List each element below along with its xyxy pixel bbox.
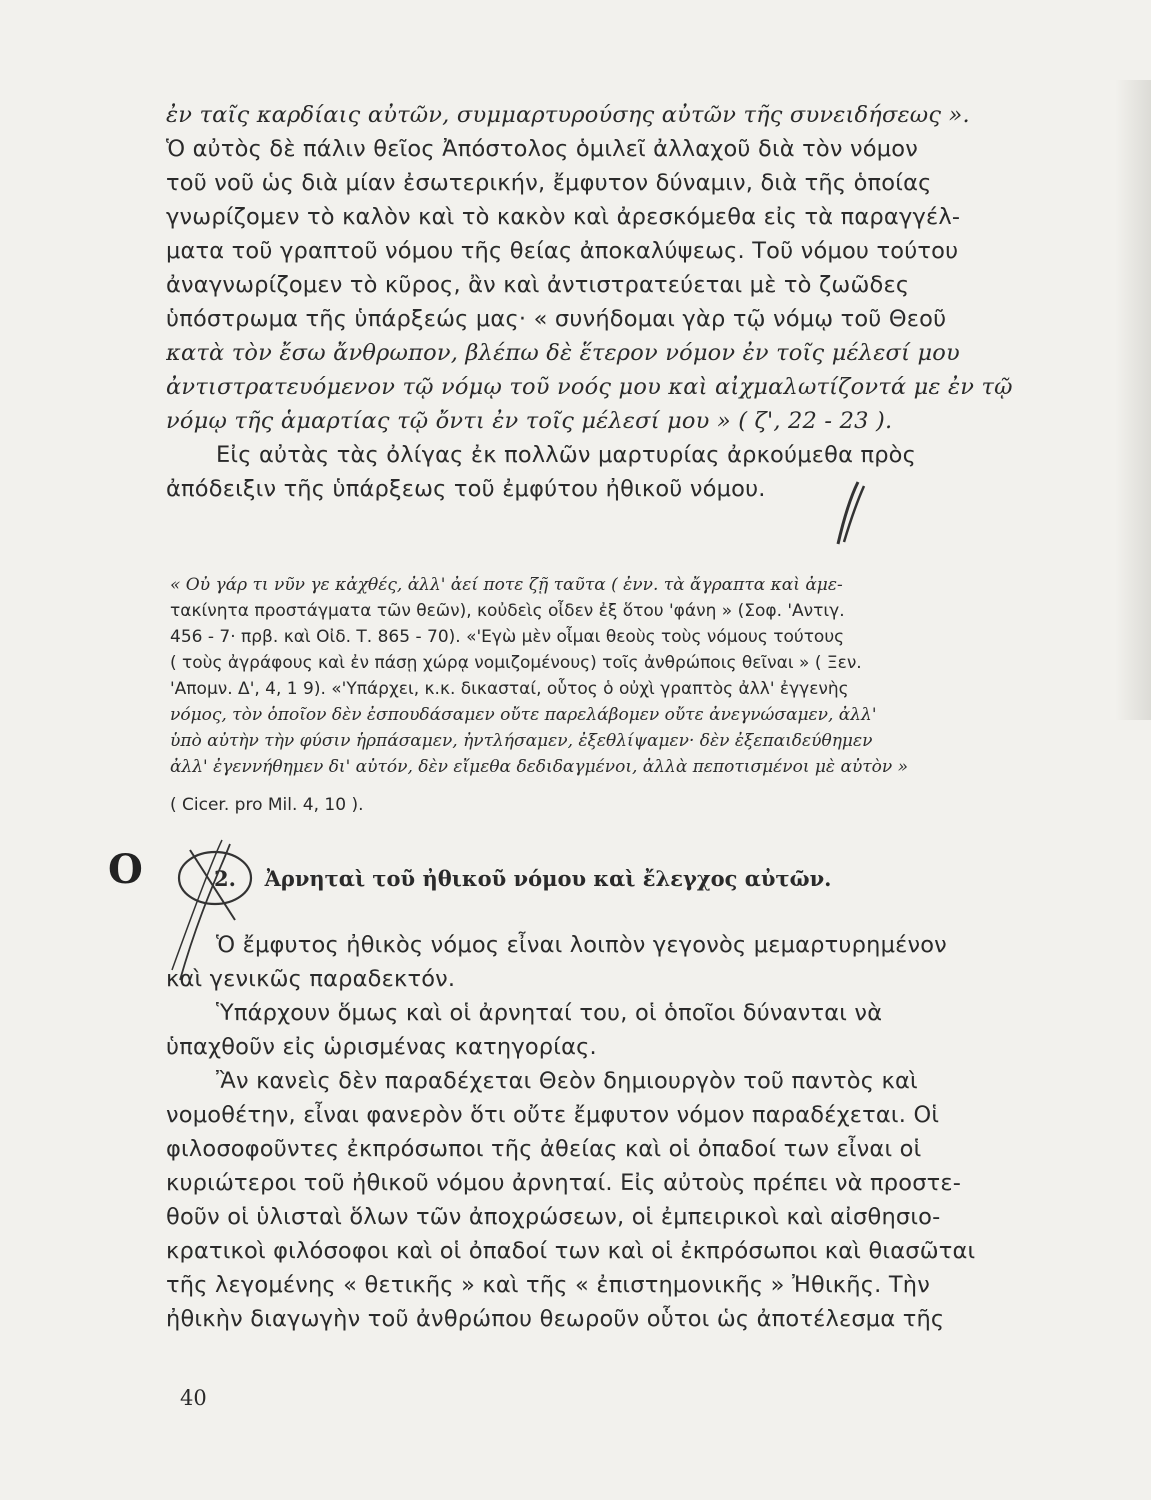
footnote-line: ( Cicer. pro Mil. 4, 10 ). [170,795,364,815]
body-line: ὑπαχθοῦν εἰς ὡρισμένας κατηγορίας. [166,1034,597,1060]
body-line: νόμῳ τῆς ἁμαρτίας τῷ ὄντι ἐν τοῖς μέλεσί μου » ( ζ', 22 - 23 ). [166,408,893,434]
body-line: νομοθέτην, εἶναι φανερὸν ὅτι οὔτε ἔμφυτον νόμον παραδέχεται. Οἱ [166,1102,940,1128]
footnote-line: « Οὐ γάρ τι νῦν γε κἀχθές, ἀλλ' ἀεί ποτε ζῇ ταῦτα ( ἐνν. τὰ ἄγραπτα καὶ ἀμε- [170,575,843,595]
body-line: Εἰς αὐτὰς τὰς ὀλίγας ἐκ πολλῶν μαρτυρίας ἀρκούμεθα πρὸς [216,442,917,468]
footnote-line: ( τοὺς ἀγράφους καὶ ἐν πάσῃ χώρᾳ νομιζομένους) τοῖς ἀνθρώποις θεῖναι » ( Ξεν. [170,653,862,673]
body-line: Ὑπάρχουν ὅμως καὶ οἱ ἀρνηταί του, οἱ ὁποῖοι δύνανται νὰ [216,1000,883,1026]
body-line: κατὰ τὸν ἔσω ἄνθρωπον, βλέπω δὲ ἕτερον νόμον ἐν τοῖς μέλεσί μου [166,340,960,366]
body-line: Ὁ ἔμφυτος ἠθικὸς νόμος εἶναι λοιπὸν γεγονὸς μεμαρτυρημένον [216,932,947,958]
body-line: κυριώτεροι τοῦ ἠθικοῦ νόμου ἀρνηταί. Εἰς αὐτοὺς πρέπει νὰ προστε- [166,1170,962,1196]
body-line: γνωρίζομεν τὸ καλὸν καὶ τὸ κακὸν καὶ ἀρεσκόμεθα εἰς τὰ παραγγέλ- [166,204,961,230]
section-heading [214,862,974,896]
body-line: Ἂν κανεὶς δὲν παραδέχεται Θεὸν δημιουργὸν τοῦ παντὸς καὶ [216,1068,918,1094]
body-line: Ὁ αὐτὸς δὲ πάλιν θεῖος Ἀπόστολος ὁμιλεῖ ἀλλαχοῦ διὰ τὸν νόμον [166,136,918,162]
body-line: ὑπόστρωμα τῆς ὑπάρξεώς μας· « συνήδομαι γὰρ τῷ νόμῳ τοῦ Θεοῦ [166,306,947,332]
body-line: ἐν ταῖς καρδίαις αὐτῶν, συμμαρτυρούσης αὐτῶν τῆς συνειδήσεως ». [166,102,970,128]
footnote-line: νόμος, τὸν ὁποῖον δὲν ἐσπουδάσαμεν οὔτε παρελάβομεν οὔτε ἀνεγνώσαμεν, ἀλλ' [170,705,877,725]
body-line: ἀντιστρατευόμενον τῷ νόμῳ τοῦ νοός μου καὶ αἰχμαλωτίζοντά με ἐν τῷ [166,374,1013,400]
footnote-line: ὑπὸ αὐτὴν τὴν φύσιν ἡρπάσαμεν, ἠντλήσαμεν, ἐξεθλίψαμεν· δὲν ἐξεπαιδεύθημεν [170,731,873,751]
body-line: ἀπόδειξιν τῆς ὑπάρξεως τοῦ ἐμφύτου ἠθικοῦ νόμου. [166,476,766,502]
footnote-line: τακίνητα προστάγματα τῶν θεῶν), κοὐδεὶς οἶδεν ἐξ ὅτου 'φάνη » (Σοφ. 'Αντιγ. [170,601,845,621]
body-line: ἠθικὴν διαγωγὴν τοῦ ἀνθρώπου θεωροῦν οὗτοι ὡς ἀποτέλεσμα τῆς [166,1306,945,1332]
handwritten-annotation: Ο [108,846,143,893]
footnote-line: 456 - 7· πρβ. καὶ Οἰδ. Τ. 865 - 70). «'Εγὼ μὲν οἶμαι θεοὺς τοὺς νόμους τούτους [170,627,845,647]
body-line: θοῦν οἱ ὑλισταὶ ὅλων τῶν ἀποχρώσεων, οἱ ἐμπειρικοὶ καὶ αἰσθησιο- [166,1204,941,1230]
section-title: Ἀρνηταὶ τοῦ ἠθικοῦ νόμου καὶ ἔλεγχος αὐτῶν. [264,866,832,891]
body-line: ἀναγνωρίζομεν τὸ κῦρος, ἂν καὶ ἀντιστρατεύεται μὲ τὸ ζωῶδες [166,272,910,298]
body-line: κρατικοὶ φιλόσοφοι καὶ οἱ ὀπαδοί των καὶ οἱ ἐκπρόσωποι καὶ θιασῶται [166,1238,976,1264]
footnote-line: 'Απομν. Δ', 4, 1 9). «'Υπάρχει, κ.κ. δικασταί, οὗτος ὁ οὐχὶ γραπτὸς ἀλλ' ἐγγενὴς [170,679,849,699]
body-line: ματα τοῦ γραπτοῦ νόμου τῆς θείας ἀποκαλύψεως. Τοῦ νόμου τούτου [166,238,959,264]
page-number: 40 [180,1386,207,1410]
body-line: τῆς λεγομένης « θετικῆς » καὶ τῆς « ἐπιστημονικῆς » Ἠθικῆς. Τὴν [166,1272,930,1298]
section-number: 2. [214,866,236,891]
footnote-line: ἀλλ' ἐγεννήθημεν δι' αὐτόν, δὲν εἴμεθα δεδιδαγμένοι, ἀλλὰ πεποτισμένοι μὲ αὐτὸν » [170,757,909,777]
page-edge-shadow [1115,80,1151,720]
body-line: τοῦ νοῦ ὡς διὰ μίαν ἐσωτερικήν, ἔμφυτον δύναμιν, διὰ τῆς ὁποίας [166,170,932,196]
body-line: καὶ γενικῶς παραδεκτόν. [166,966,456,992]
body-line: φιλοσοφοῦντες ἐκπρόσωποι τῆς ἀθείας καὶ οἱ ὀπαδοί των εἶναι οἱ [166,1136,922,1162]
